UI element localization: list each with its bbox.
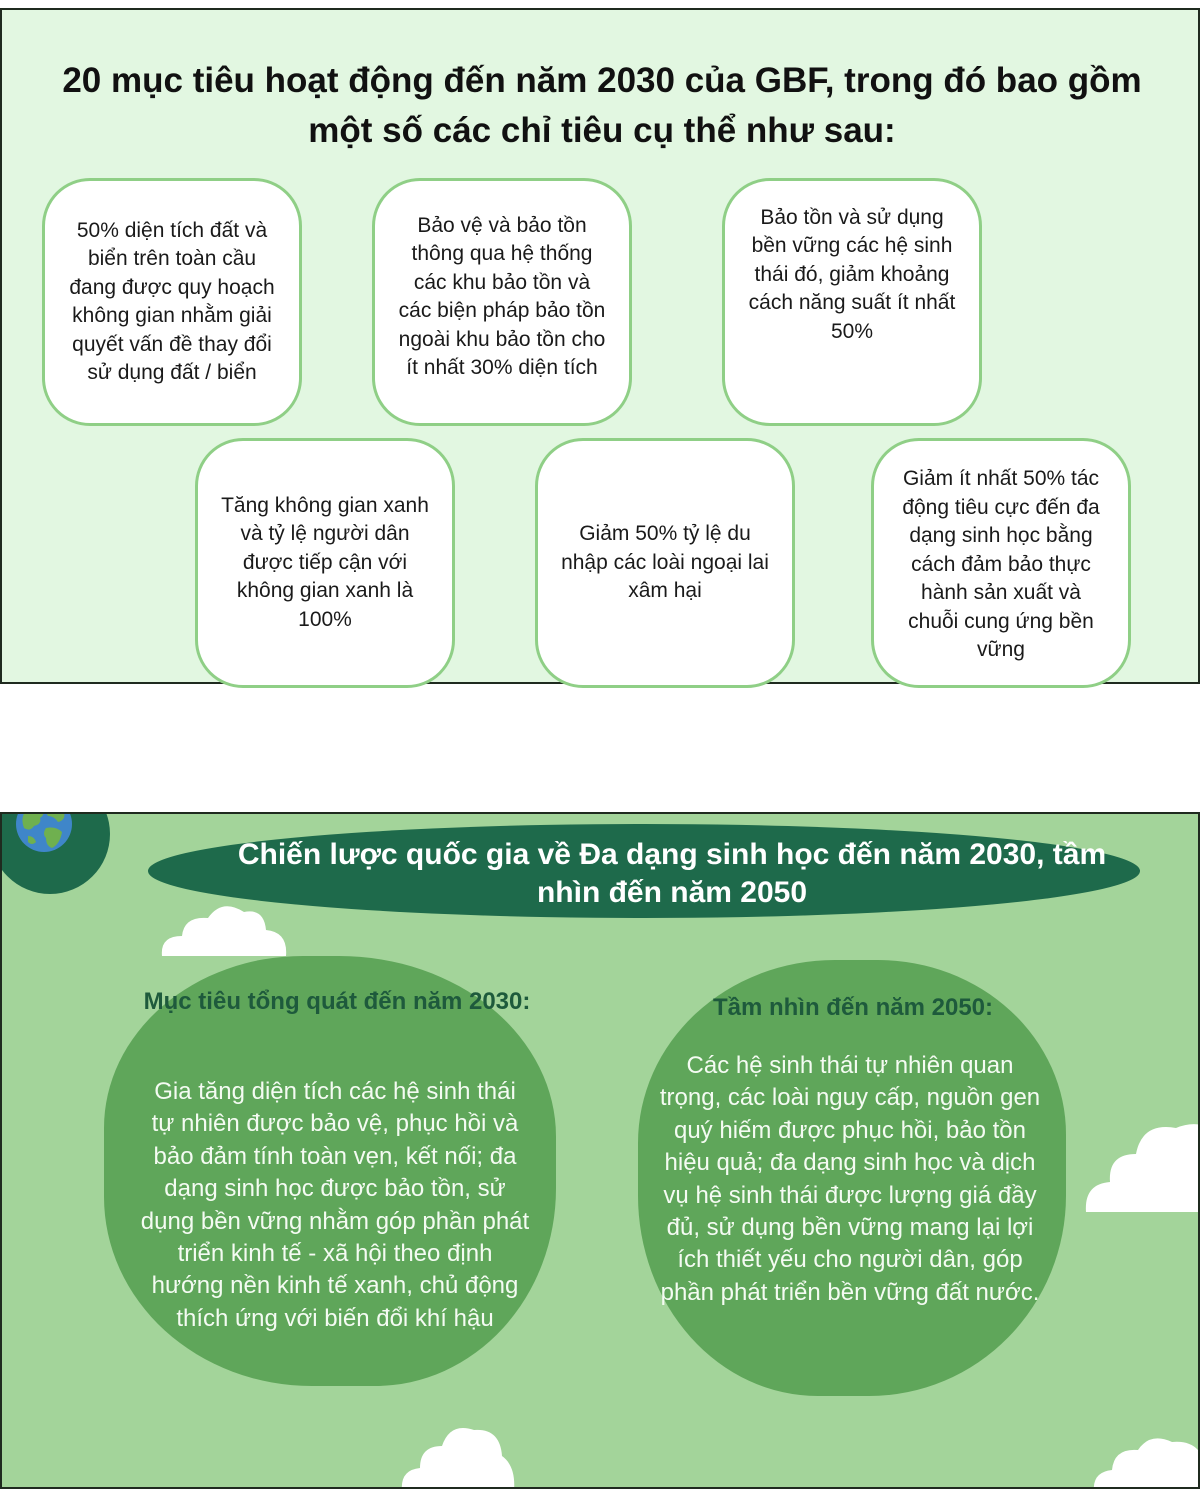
goal-2030-heading: Mục tiêu tổng quát đến năm 2030: bbox=[143, 988, 531, 1015]
goal-card bbox=[535, 438, 795, 688]
earth-icon bbox=[12, 812, 76, 856]
panel-title: 20 mục tiêu hoạt động đến năm 2030 của GBF, trong đó bao gồm một số các chỉ tiêu cụ thể như sau: bbox=[62, 61, 1142, 150]
vision-2050-heading: Tầm nhìn đến năm 2050: bbox=[712, 994, 994, 1021]
goal-2030-body: Gia tăng diện tích các hệ sinh thái tự nhiên được bảo vệ, phục hồi và bảo đảm tính toàn vẹn, kết nối; đa dạng sinh học được bảo tồn, sử dụng bền vững nhằm góp phần phát triển kinh tế - xã hội theo định hướng nền kinh tế xanh, chủ động thích ứng với biến đổi khí hậu bbox=[140, 1078, 530, 1332]
goal-card bbox=[372, 178, 632, 426]
cloud-icon bbox=[396, 1416, 516, 1489]
goal-text: 50% diện tích đất và biển trên toàn cầu đang được quy hoạch không gian nhằm giải quyết vấn đề thay đổi sử dụng đất / biển bbox=[69, 218, 275, 384]
goal-text: Bảo tồn và sử dụng bền vững các hệ sinh thái đó, giảm khoảng cách năng suất ít nhất 50% bbox=[748, 205, 956, 343]
goal-text: Giảm ít nhất 50% tác động tiêu cực đến đa dạng sinh học bằng cách đảm bảo thực hành sản xuất và chuỗi cung ứng bền vững bbox=[902, 467, 1100, 662]
cloud-icon bbox=[1088, 1432, 1200, 1489]
goal-card bbox=[871, 438, 1131, 688]
goal-card bbox=[42, 178, 302, 426]
goal-card bbox=[722, 178, 982, 426]
goal-text: Tăng không gian xanh và tỷ lệ người dân được tiếp cận với không gian xanh là 100% bbox=[221, 493, 429, 631]
gbf-targets-panel bbox=[0, 8, 1200, 684]
vision-2050-body: Các hệ sinh thái tự nhiên quan trọng, các loài nguy cấp, nguồn gen quý hiếm được phục hồi, bảo tồn hiệu quả; đa dạng sinh học và dịch vụ hệ sinh thái được lượng giá đầy đủ, sử dụng bền vững mang lại lợi ích thiết yếu cho người dân, góp phần phát triển bền vững đất nước. bbox=[659, 1052, 1041, 1306]
national-strategy-panel bbox=[0, 812, 1200, 1489]
earth-badge bbox=[0, 812, 110, 894]
goal-card bbox=[195, 438, 455, 688]
cloud-icon bbox=[1080, 1114, 1200, 1214]
panel-title: Chiến lược quốc gia về Đa dạng sinh học đến năm 2030, tầm nhìn đến năm 2050 bbox=[237, 838, 1107, 909]
goal-text: Giảm 50% tỷ lệ du nhập các loài ngoại lai xâm hại bbox=[561, 522, 769, 603]
goal-text: Bảo vệ và bảo tồn thông qua hệ thống các khu bảo tồn và các biện pháp bảo tồn ngoài khu bảo tồn cho ít nhất 30% diện tích bbox=[398, 213, 606, 379]
